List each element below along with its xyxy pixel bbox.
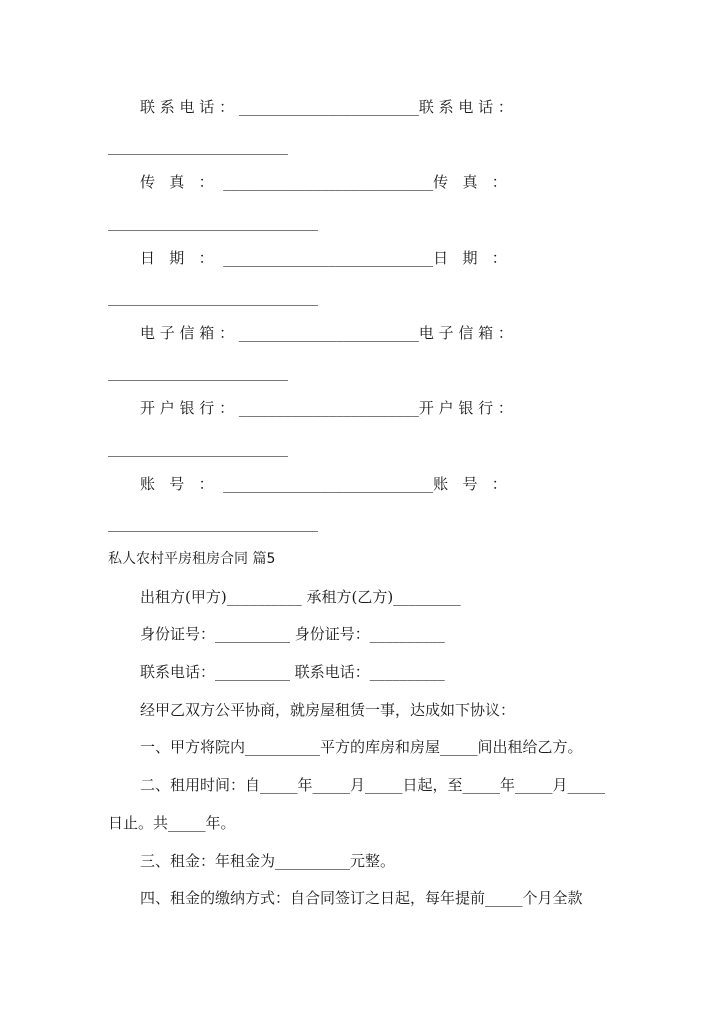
parties-line: 出租方(甲方)__________ 承租方(乙方)_________ xyxy=(140,588,461,606)
email-field-blank: ________________________ xyxy=(108,363,288,381)
email-field-row: 电 子 信 箱 ： ________________________电 子 信 箱 ： xyxy=(140,324,513,342)
clause-3: 三、租金：年租金为__________元整。 xyxy=(140,852,396,870)
date-field-row: 日 期 ： ____________________________日 期 ： xyxy=(140,249,507,267)
clause-4: 四、租金的缴纳方式：自合同签订之日起，每年提前_____个月全款 xyxy=(140,889,583,907)
contact-phone-line: 联系电话：__________ 联系电话：__________ xyxy=(140,663,445,681)
bank-field-blank: ________________________ xyxy=(108,439,288,457)
date-field-blank: ____________________________ xyxy=(108,288,318,306)
clause-2-continued: 日止。共_____年。 xyxy=(108,814,236,832)
clause-2: 二、租用时间：自_____年_____月_____日起，至_____年_____月_____ xyxy=(140,776,606,794)
phone-field-row: 联 系 电 话 ： ________________________联 系 电 话 ： xyxy=(140,98,513,116)
account-field-row: 账 号 ： ____________________________账 号 ： xyxy=(140,475,507,493)
id-number-line: 身份证号：__________ 身份证号：__________ xyxy=(140,625,445,643)
bank-field-row: 开 户 银 行 ： ________________________开 户 银 行 ： xyxy=(140,399,513,417)
fax-field-row: 传 真 ： ____________________________传 真 ： xyxy=(140,173,507,191)
account-field-blank: ____________________________ xyxy=(108,514,318,532)
fax-field-blank: ____________________________ xyxy=(108,213,318,231)
contract-title: 私人农村平房租房合同 篇5 xyxy=(108,551,276,567)
phone-field-blank: ________________________ xyxy=(108,137,288,155)
agreement-intro: 经甲乙双方公平协商，就房屋租赁一事，达成如下协议： xyxy=(140,701,516,719)
clause-1: 一、甲方将院内__________平方的库房和房屋_____间出租给乙方。 xyxy=(140,738,583,756)
